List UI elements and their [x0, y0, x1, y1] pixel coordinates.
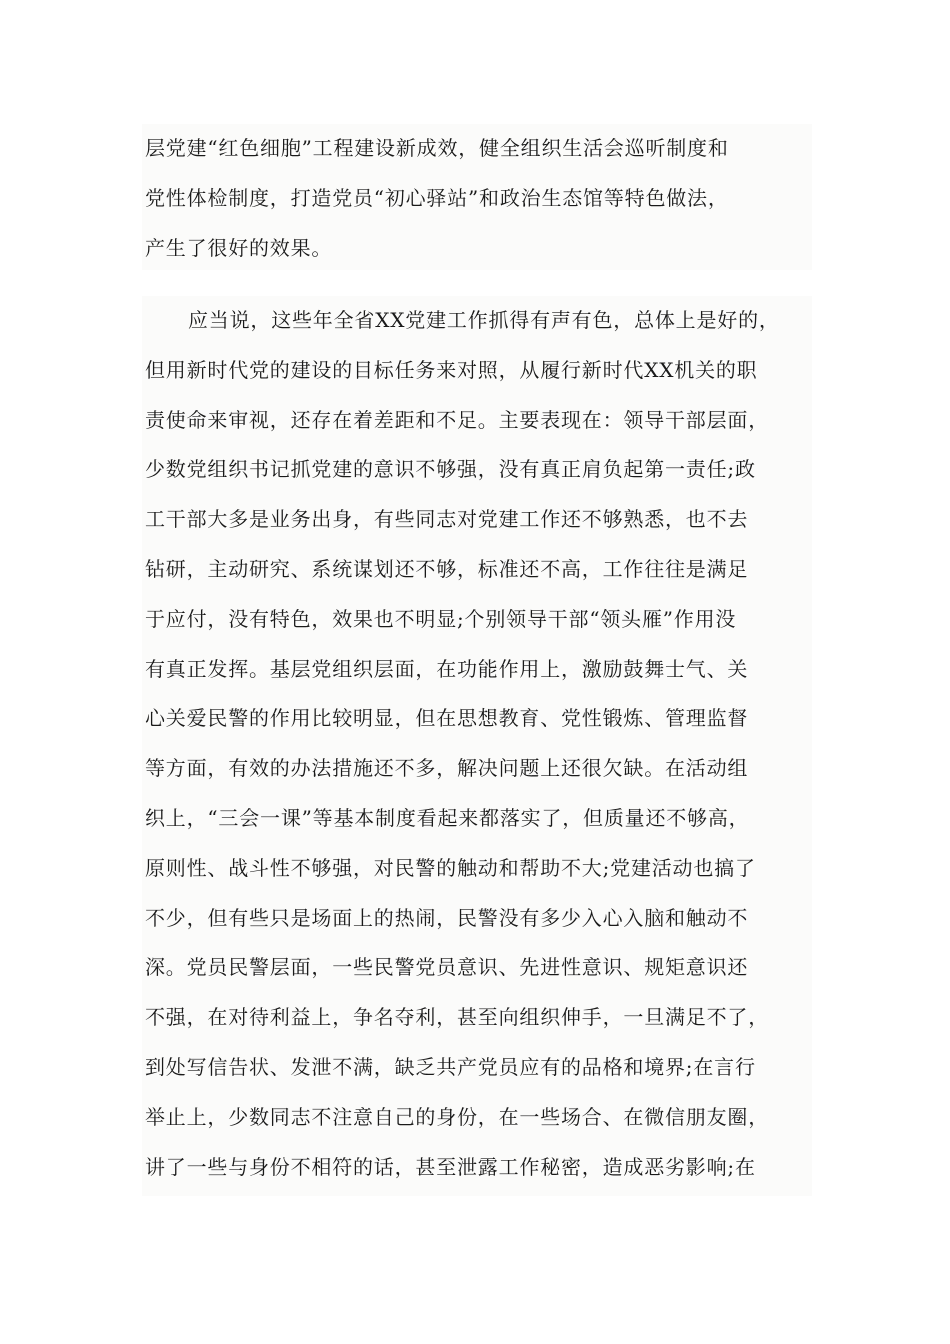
text-line: 产生了很好的效果。	[145, 235, 333, 260]
text-line: 党性体检制度，打造党员“初心驿站”和政治生态馆等特色做法，	[145, 185, 729, 210]
text-line: 不强，在对待利益上，争名夺利，甚至向组织伸手，一旦满足不了，	[145, 1005, 769, 1030]
paragraph-continued	[142, 124, 812, 270]
text-line: 等方面，有效的办法措施还不多，解决问题上还很欠缺。在活动组	[145, 756, 749, 781]
text-line: 深。党员民警层面，一些民警党员意识、先进性意识、规矩意识还	[145, 955, 749, 980]
text-line-first: 应当说，这些年全省XX党建工作抓得有声有色，总体上是好的，	[188, 308, 780, 332]
paragraph-shortcomings	[142, 296, 812, 1196]
text-line: 工干部大多是业务出身，有些同志对党建工作还不够熟悉，也不去	[145, 507, 749, 532]
text-line: 少数党组织书记抓党建的意识不够强，没有真正肩负起第一责任;政	[145, 457, 756, 482]
text-line: 但用新时代党的建设的目标任务来对照，从履行新时代XX机关的职	[145, 357, 758, 382]
text-line: 讲了一些与身份不相符的话，甚至泄露工作秘密，造成恶劣影响;在	[145, 1154, 756, 1179]
text-line: 钻研，主动研究、系统谋划还不够，标准还不高，工作往往是满足	[145, 556, 749, 581]
text-line: 层党建“红色细胞”工程建设新成效，健全组织生活会巡听制度和	[145, 136, 729, 160]
text-line: 责使命来审视，还存在着差距和不足。主要表现在：领导干部层面，	[145, 407, 769, 432]
text-line: 到处写信告状、发泄不满，缺乏共产党员应有的品格和境界;在言行	[145, 1054, 756, 1079]
text-line: 不少，但有些只是场面上的热闹，民警没有多少入心入脑和触动不	[145, 905, 749, 930]
text-line: 心关爱民警的作用比较明显，但在思想教育、党性锻炼、管理监督	[145, 706, 749, 731]
text-line: 织上，“三会一课”等基本制度看起来都落实了，但质量还不够高，	[145, 805, 750, 830]
text-line: 有真正发挥。基层党组织层面，在功能作用上，激励鼓舞士气、关	[145, 656, 749, 681]
text-line: 于应付，没有特色，效果也不明显;个别领导干部“领头雁”作用没	[145, 606, 737, 631]
text-line: 举止上，少数同志不注意自己的身份，在一些场合、在微信朋友圈，	[145, 1104, 769, 1129]
text-line: 原则性、战斗性不够强，对民警的触动和帮助不大;党建活动也搞了	[145, 855, 756, 880]
